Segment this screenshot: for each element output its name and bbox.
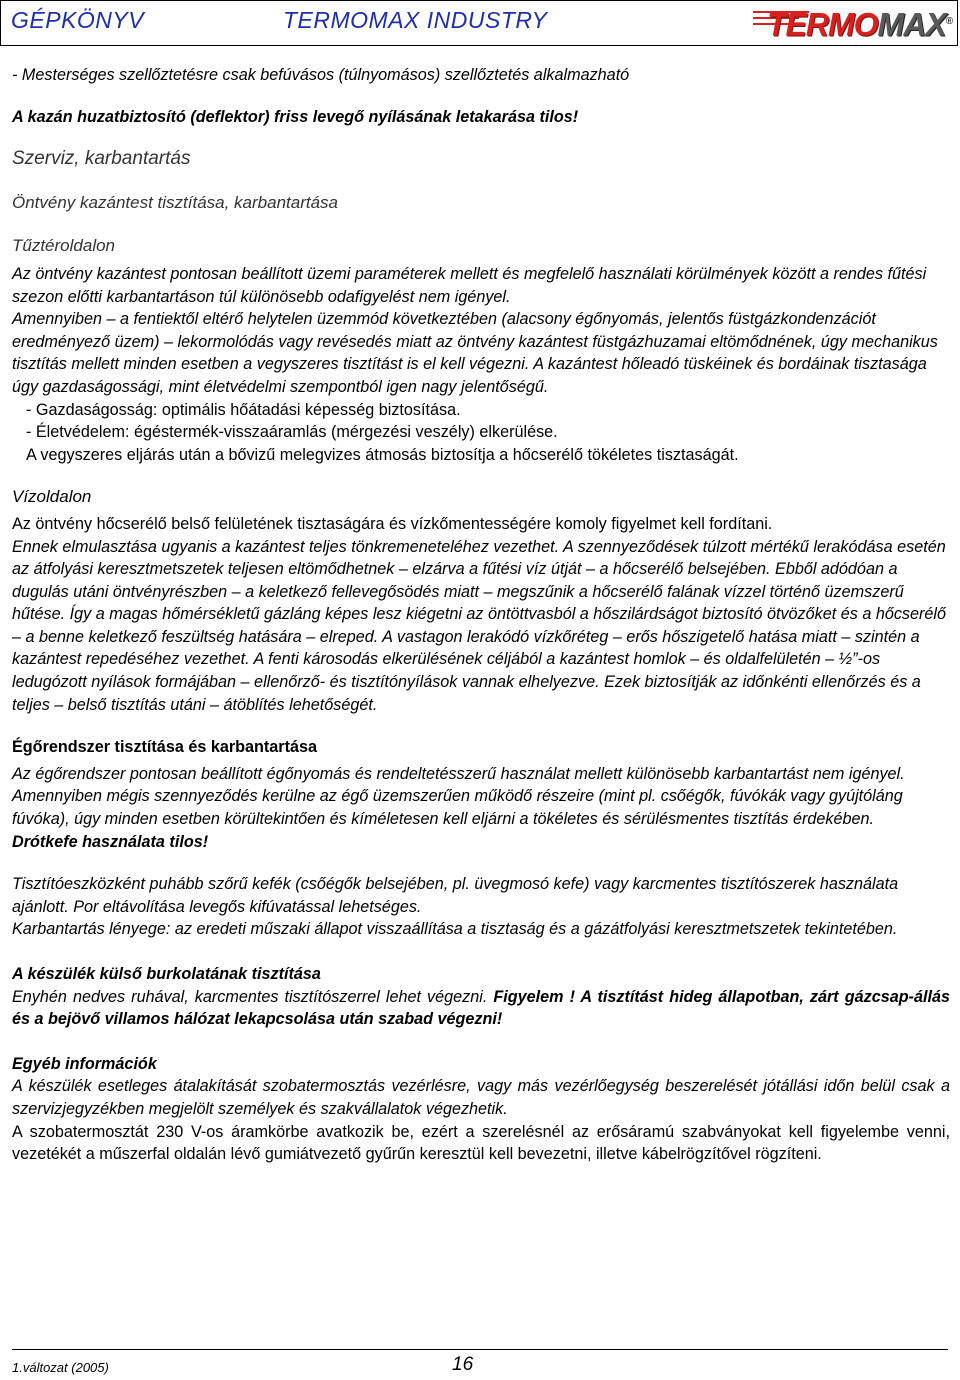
manual-title: GÉPKÖNYV: [11, 7, 145, 33]
other-info-paragraph-1: A készülék esetleges átalakítását szobatermosztás vezérlésre, vagy más vezérlőegység beszerelését jótállási időn belül csak a szervizjegyzékben megjelölt személyek és szakvállalatok végezhetik.: [12, 1077, 950, 1118]
section-title-other: Egyéb információk: [12, 1054, 157, 1073]
waterside-paragraph-1: Az öntvény hőcserélő belső felületének tisztaságára és vízkőmentességére komoly figyelmet kell fordítani.: [12, 514, 773, 533]
safety-bullet: - Életvédelem: égéstermék-visszaáramlás (mérgezési veszély) elkerülése.: [26, 423, 558, 442]
other-info-paragraph-2: A szobatermosztát 230 V-os áramkörbe avatkozik be, ezért a szerelésnél az erősáramú szabványokat kell figyelembe venni, vezetékét a műszerfal oldalán lévő gumiátvezető gyűrűn keresztül kell bevezetni, illetve kábelrögzítővel rögzíteni.: [12, 1122, 950, 1164]
page-content: [12, 60, 950, 1166]
deflector-warning: A kazán huzatbiztosító (deflektor) friss levegő nyílásának letakarása tilos!: [12, 107, 579, 126]
burner-paragraph: Az égőrendszer pontosan beállított égőnyomás és rendeltetésszerű használat mellett különösebb karbantartást nem igényel. Amennyiben mégis szennyeződés kerülne az égő üzemszerűen működő részeire (mint pl. csőégők, fúvókák vagy gyújtóláng fúvóka), úgy minden esetben körültekintően és kíméletesen kell eljárni a tökéletes és sérülésmentes tisztítás érdekében.: [12, 764, 905, 829]
subsection-title-fireside: Tűztéroldalon: [12, 236, 116, 256]
subsection-title-waterside: Vízoldalon: [12, 487, 92, 507]
page-footer: [12, 1349, 948, 1380]
termomax-logo: [753, 3, 953, 43]
logo-text-termo: TERMO: [767, 6, 878, 43]
version-label: 1.változat (2005): [12, 1360, 109, 1375]
section-title-service: Szerviz, karbantartás: [12, 148, 191, 170]
section-title-burner: Égőrendszer tisztítása és karbantartása: [12, 738, 317, 757]
section-title-casing: A készülék külső burkolatának tisztítása: [12, 965, 321, 983]
page-number: 16: [452, 1354, 474, 1375]
fireside-paragraph-2: Amennyiben – a fentiektől eltérő helytelen üzemmód következtében (alacsony égőnyomás, jelentős füstgázkondenzációt eredményező üzem) – lekormolódás vagy revésedés miatt az öntvény kazántest füstgázhuzamai eltömődnének, úgy mechanikus tisztítás mellett minden esetben a vegyszeres tisztítást is el kell végezni. A kazántest hőleadó tüskéinek és bordáinak tisztasága úgy gazdaságossági, mint életvédelmi szempontból igen nagy jelentőségű.: [12, 310, 938, 396]
maintenance-essence-paragraph: Karbantartás lényege: az eredeti műszaki állapot visszaállítása a tisztaság és a gázátfolyási keresztmetszetek tekintetében.: [12, 920, 898, 939]
chemical-cleaning-note: A vegyszeres eljárás után a bővizű melegvizes átmosás biztosítja a hőcserélő tökéletes tisztaságát.: [26, 445, 739, 464]
economy-bullet: - Gazdaságosság: optimális hőátadási képesség biztosítása.: [26, 400, 461, 419]
casing-warning: Figyelem ! A tisztítást hideg állapotban, zárt gázcsap-állás és a bejövő villamos hálózat lekapcsolása után szabad végezni!: [12, 987, 951, 1029]
page-header: [0, 0, 958, 46]
cleaning-tools-paragraph: Tisztítóeszközként puhább szőrű kefék (csőégők belsejében, pl. üvegmosó kefe) vagy karcmentes tisztítószerek használata ajánlott. Por eltávolítása levegős kifúvatással lehetséges.: [12, 875, 899, 916]
company-name: TERMOMAX INDUSTRY: [283, 7, 548, 33]
wire-brush-warning: Drótkefe használata tilos!: [12, 832, 209, 851]
subsection-title-cleaning: Öntvény kazántest tisztítása, karbantartása: [12, 192, 338, 212]
casing-paragraph: [12, 986, 950, 1031]
casing-instruction: Enyhén nedves ruhával, karcmentes tisztítószerrel lehet végezni.: [12, 987, 488, 1006]
ventilation-note: - Mesterséges szellőztetésre csak befúvásos (túlnyomásos) szellőztetés alkalmazható: [12, 66, 630, 84]
registered-mark: ®: [945, 16, 953, 27]
logo-text-max: MAX: [877, 6, 946, 43]
waterside-paragraph-2: Ennek elmulasztása ugyanis a kazántest teljes tönkremeneteléhez vezethet. A szennyeződések túlzott mértékű lerakódása esetén az átfolyási keresztmetszetek teljesen eltömődhetnek – elzárva a fűtési víz útját – a hőcserélő belsejében. Ebből adódóan a dugulás utáni öntvényrészben – a keletkező fellevegősödés miatt – megszűnik a hőcserélő falának vízzel történő üzemszerű hűtése. Így a magas hőmérsékletű gázláng képes lesz kiégetni az öntöttvasból a hőszilárdságot biztosító ötvözőket és a hőcserélő – a benne keletkező feszültség hatására – elreped. A vastagon lerakódó vízkőréteg – erős hőszigetelő hatása miatt – szintén a kazántest repedéséhez vezethet. A fenti károsodás elkerülésének céljából a kazántest homlok – és oldalfelületén – ½”-os ledugózott nyílások formájában – ellenőrző- és tisztítónyílások vannak elhelyezve. Ezek biztosítják az időnkénti ellenőrzés és a teljes – belső tisztítás utáni – átöblítés lehetőségét.: [12, 537, 947, 714]
fireside-paragraph-1: Az öntvény kazántest pontosan beállított üzemi paraméterek mellett és megfelelő használati körülmények között a rendes fűtési szezon előtti karbantartáson túl különösebb odafigyelést nem igényel.: [12, 264, 927, 306]
